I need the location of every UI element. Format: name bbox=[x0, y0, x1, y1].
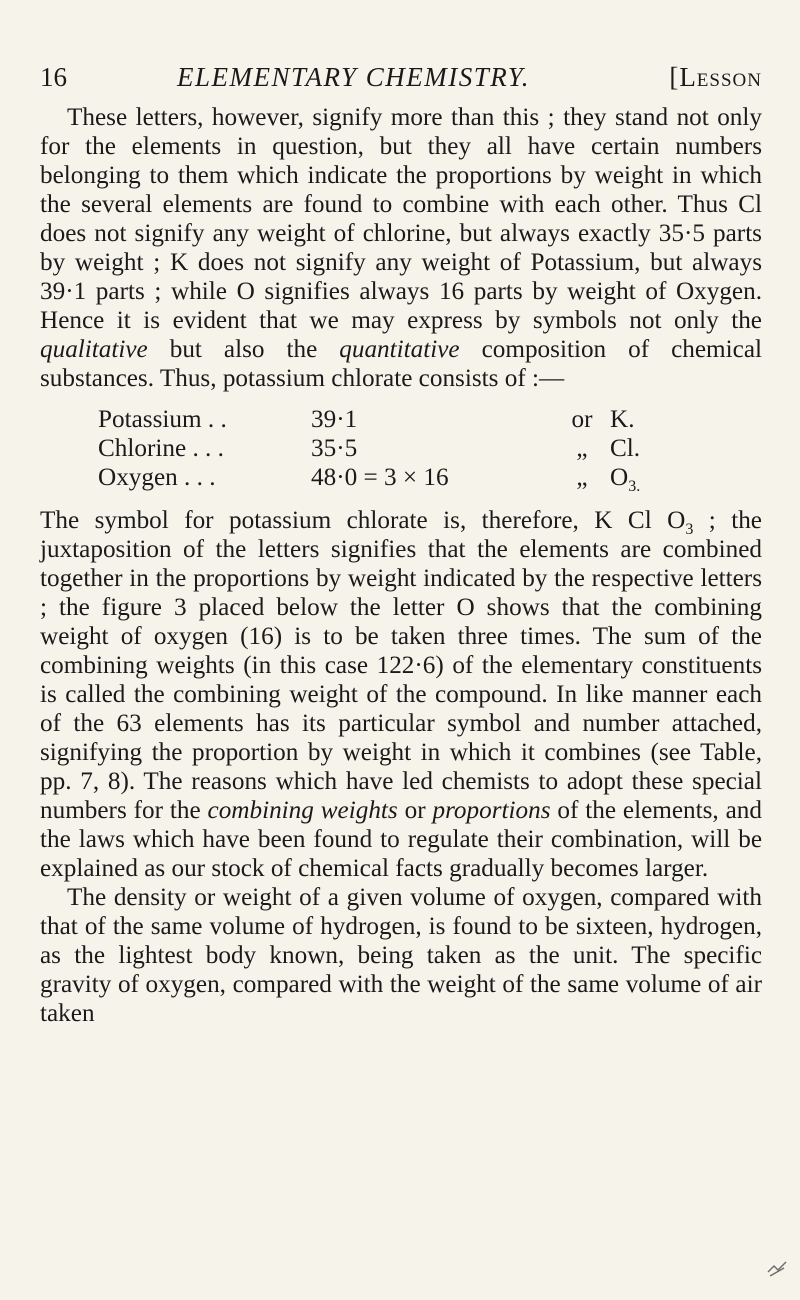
emphasis-proportions: proportions bbox=[432, 797, 551, 824]
ditto-mark: „ bbox=[576, 435, 588, 462]
element-weight: 48·0 = 3 × 16 bbox=[311, 464, 449, 491]
symbol-text: O bbox=[610, 464, 629, 491]
running-title: ELEMENTARY CHEMISTRY. bbox=[177, 62, 531, 92]
paragraph-2-text-b: ; the juxtaposition of the letters signifies that the elements are combined together in the proportions by weight indicated by the respective letters ; the figure 3 placed below the letter O shows that the combining weight of oxygen (16) is to be taken three times. The sum of the combining weights (in this case 122·6) of the elementary constituents is called the combining weight of the compound. In like manner each of the 63 elements has its particular symbol and number attached, signifying the proportion by weight in which it combines (see Table, pp. 7, 8). The reasons which have led chemists to adopt these special numbers for the bbox=[40, 507, 762, 824]
or-mark: or bbox=[571, 406, 593, 433]
page-number: 16 bbox=[40, 62, 67, 92]
symbol-text: Cl. bbox=[610, 435, 641, 462]
running-header bbox=[40, 62, 760, 96]
emphasis-quantitative: quantitative bbox=[339, 336, 460, 363]
paragraph-2-text-a: The symbol for potassium chlorate is, therefore, K Cl O bbox=[40, 507, 686, 534]
table-row bbox=[98, 405, 640, 434]
lesson-label: [Lesson bbox=[669, 62, 762, 92]
symbol-text: K. bbox=[610, 406, 635, 433]
element-symbol bbox=[600, 463, 641, 496]
emphasis-combining-weights: combining weights bbox=[207, 797, 398, 824]
element-name: Oxygen . . . bbox=[98, 464, 216, 491]
element-name: Chlorine . . . bbox=[98, 435, 224, 462]
paragraph-2-text-c: or bbox=[397, 797, 433, 824]
paragraph-1-text-a: These letters, however, signify more than this ; they stand not only for the elements in question, but they all have certain numbers belonging to them which indicate the proportions by weight in which the several elements are found to combine with each other. Thus Cl does not signify any weight of chlorine, but always exactly 35·5 parts by weight ; K does not signify any weight of Potassium, but always 39·1 parts ; while O signifies always 16 parts by weight of Oxygen. Hence it is evident that we may express by symbols not only the bbox=[40, 104, 762, 334]
ditto-mark: „ bbox=[576, 464, 588, 491]
paragraph-2 bbox=[40, 506, 762, 883]
element-weight: 35·5 bbox=[311, 435, 358, 462]
composition-table bbox=[98, 405, 641, 496]
element-symbol bbox=[600, 405, 640, 434]
paragraph-1-text-c: composition of chemical substances. Thus, potassium chlorate consists of :— bbox=[40, 336, 763, 392]
element-weight: 39·1 bbox=[311, 406, 358, 433]
paragraph-3: The density or weight of a given volume of oxygen, compared with that of the same volume of hydrogen, is found to be sixteen, hydrogen, as the lightest body known, being taken as the unit. The specific gravity of oxygen, compared with the weight of the same volume of air taken bbox=[40, 884, 762, 1027]
formula-subscript: 3 bbox=[685, 521, 694, 539]
table-row bbox=[98, 463, 640, 492]
paragraph-1-text-b: but also the bbox=[147, 336, 340, 363]
emphasis-qualitative: qualitative bbox=[40, 336, 148, 363]
table-row bbox=[98, 434, 640, 463]
element-symbol bbox=[600, 434, 640, 463]
paragraph-1 bbox=[40, 103, 762, 393]
element-name: Potassium . . bbox=[98, 406, 227, 433]
page-body bbox=[40, 103, 762, 1028]
paragraph-2-text-d: of the elements, and the laws which have been found to regulate their combination, will be explained as our stock of chemical facts gradually becomes larger. bbox=[40, 797, 762, 882]
symbol-subscript: 3. bbox=[628, 478, 641, 496]
page-blemish bbox=[764, 1254, 790, 1280]
